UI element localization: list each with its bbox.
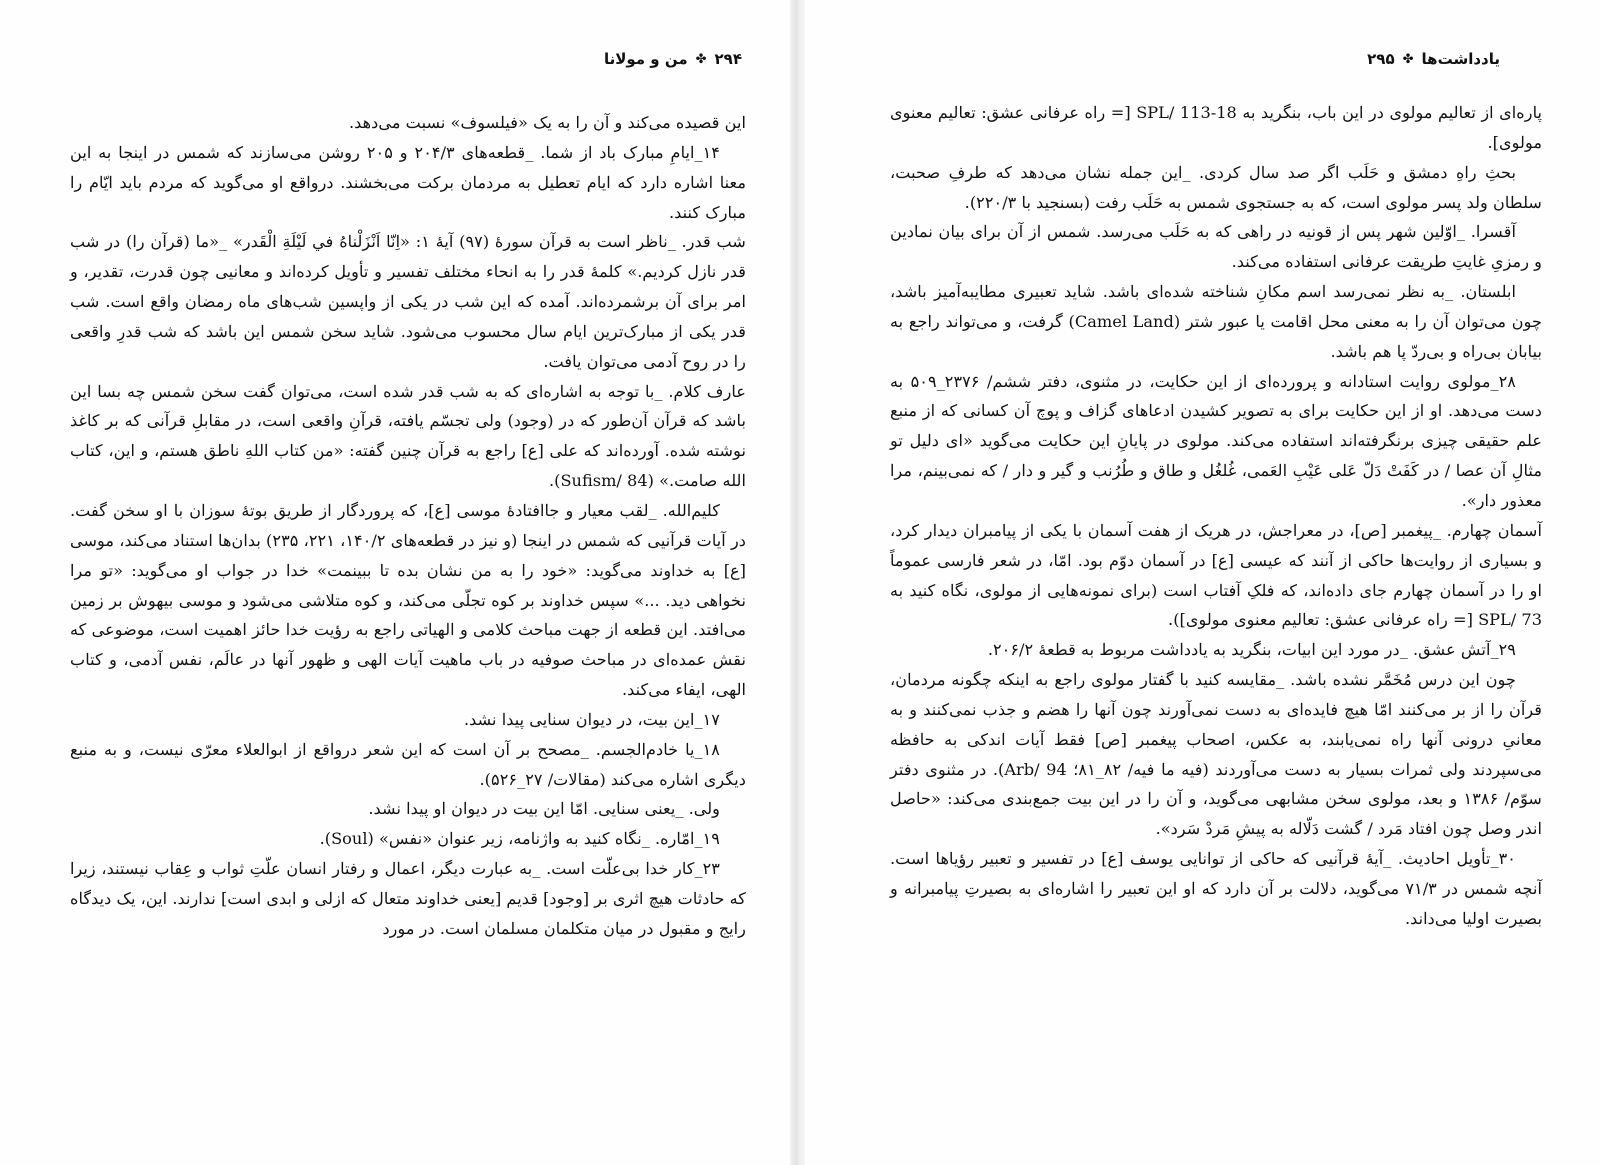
- right-page-header: [1367, 50, 1500, 68]
- left-page: [0, 0, 790, 1165]
- paragraph: پاره‌ای از تعالیم مولوی در این باب، بنگرید به SPL/ 113-18 [= راه عرفانی عشق: تعالیم معنوی مولوی].: [890, 103, 1543, 152]
- paragraph: آسمان چهارم. _پیغمبر [ص]، در معراجش، در هریک از هفت آسمان با یکی از پیامبران دیدار کرد، و بسیاری از روایت‌ها حاکی از آنند که عیسی [ع] در آسمان دوّم بود. امّا، در شعر فارسی عموماً او را در آسمان چهارم جای داده‌اند، که فلکِ آفتاب است (برای نمونه‌هایی از مولوی، نگاه کنید به SPL/ 73 [= راه عرفانی عشق: تعالیم معنوی مولوی]).: [890, 520, 1542, 630]
- paragraph: ابلستان. _به نظر نمی‌رسد اسم مکانِ شناخته شده‌ای باشد. شاید تعبیری مطایبه‌آمیز باشد، چون می‌توان آن را به معنی محل اقامت یا عبور شتر (Camel Land) گرفت، و می‌تواند راجع به بیابان بی‌راه و بی‌ردّ پا هم باشد.: [890, 282, 1542, 361]
- paragraph: ۱۹_امّاره. _نگاه کنید به واژنامه، زیر عنوان «نفس» (Soul).: [319, 829, 720, 849]
- paragraph: عارف کلام. _با توجه به اشاره‌ای که به شب قدر شده است، می‌توان گفت سخن شمس چه بسا این باشد که قرآن آن‌طور که در (وجود) ولی تجسّم یافته، قرآنِ واقعی است، در مقابلِ قرآنی که بر کاغذ نوشته شده. آورده‌اند که علی [ع] راجع به قرآن چنین گفته: «من کتاب اللهِ ناطق هستم، و این، کتاب الله صامت.» (Sufism/ 84).: [70, 381, 746, 491]
- paragraph: ولی. _یعنی سنایی. امّا این بیت در دیوان او پیدا نشد.: [368, 799, 720, 819]
- paragraph: ۳۰_تأویل احادیث. _آیهٔ قرآنیی که حاکی از توانایی یوسف [ع] در تفسیر و تعبیر رؤیاها است. آنچه شمس در ۷۱/۳ می‌گوید، دلالت بر آن دارد که او این تعبیر را اشاره‌ای به بصیرتِ پیامبرانه و بصیرت اولیا می‌داند.: [890, 849, 1542, 928]
- paragraph: ۱۷_این بیت، در دیوان سنایی پیدا نشد.: [463, 709, 720, 729]
- paragraph: آقسرا. _اوّلین شهر پس از قونیه در راهی که به حَلَب می‌رسد. شمس از آن برای بیان نمادین و رمزیِ غایتِ طریقت عرفانی استفاده می‌کند.: [890, 222, 1542, 272]
- ornament-icon: ✤: [1402, 51, 1414, 67]
- paragraph: بحثِ راهِ دمشق و حَلَب اگر صد سال کردی. _این جمله نشان می‌دهد که طرفِ صحبت، سلطان ولد پسر مولوی است، که به جستجوی شمس به حَلَب رفت (بسنجید با ۲۲۰/۳).: [890, 162, 1542, 212]
- paragraph: ۲۹_آتش عشق. _در مورد این ابیات، بنگرید به یادداشت مربوط به قطعهٔ ۲۰۶/۲.: [987, 640, 1516, 660]
- paragraph: ۲۳_کار خدا بی‌علّت است. _به عبارت دیگر، اعمال و رفتار انسان علّتِ ثواب و عِقاب نیستند، زیرا که حادثات هیچ اثری بر [وجود] قدیم [یعنی خداوند متعال که ازلی و ابدی است] ندارند. این، یک دیدگاه رایج و مقبول در میان متکلمان مسلمان است. در مورد: [70, 859, 746, 938]
- right-page: [805, 0, 1600, 1165]
- paragraph: شب قدر. _ناظر است به قرآن سورهٔ (۹۷) آیهٔ ۱: «اِنّا اَنْزَلْناهُ في لَیْلَةِ الْقَدر» _«ما (قرآن را) در شب قدر نازل کردیم.» کلمهٔ قدر را به انحاء مختلف تفسیر و تأویل کرده‌اند و معانیی چون قدرت، تقدیر، و امر برای آن برشمرده‌اند. آمده که این شب در یکی از واپسین شب‌های ماه رمضان واقع است. شب قدر یکی از مبارک‌ترین ایام سال محسوب می‌شود. شاید سخن شمس این باشد که شب قدرِ واقعی را در روح آدمی می‌توان یافت.: [70, 232, 746, 371]
- paragraph: کلیم‌الله. _لقب معیار و جاافتادهٔ موسی [ع]، که پروردگار از طریق بوتهٔ سوزان با او سخن گفت. در آیات قرآنیی که شمس در اینجا (و نیز در قطعه‌های ۱۴۰/۲، ۲۲۱، ۲۳۵) بدان‌ها استناد می‌کند، موسی [ع] به خداوند می‌گوید: «خود را به من نشان بده تا ببینمت» خدا در جواب او می‌گوید: «تو مرا نخواهی دید. ...» سپس خداوند بر کوه تجلّی می‌کند، و کوه متلاشی می‌شود و موسی بیهوش بر زمین می‌افتد. این قطعه از جهت مباحث کلامی و الهیاتی راجع به رؤیت خدا حائز اهمیت است، موضوعی که نقش عمده‌ای در مباحث صوفیه در باب ماهیت آیات الهی و ظهور آنها در عالَم، نفس آدمی، و کتاب الهی، ایفاء می‌کند.: [70, 500, 746, 700]
- paragraph: این قصیده می‌کند و آن را به یک «فیلسوف» نسبت می‌دهد.: [348, 113, 746, 132]
- left-page-header: [604, 50, 742, 68]
- paragraph: ۱۸_یا خادم‌الجسم. _مصحح بر آن است که این شعر درواقع از ابوالعلاء معرّی نیست، و به منبع دیگری اشاره می‌کند (مقالات/ ۲۷_۵۲۶).: [70, 739, 746, 789]
- paragraph: چون این درس مُخَمَّر نشده باشد. _مقایسه کنید با گفتار مولوی راجع به اینکه چگونه مردمان، قرآن را از بر می‌کنند امّا هیچ فایده‌ای به دست نمی‌آورند چون آنها را هضم و جذب نمی‌کنند و به معانیِ درونی آنها راه نمی‌یابند، به عکس، اصحاب پیغمبر [ص] فقط آیات اندکی به حافظه می‌سپردند ولی ثمرات بسیار به دست می‌آوردند (فیه ما فیه/ ۸۲_۸۱؛ Arb/ 94). در مثنوی دفتر سوّم/ ۱۳۸۶ و بعد، مولوی سخن مشابهی می‌گوید، و آن را در این بیت جمع‌بندی می‌کند: «حاصل اندر وصل چون افتاد مَرد / گشت دَلّاله به پیشِ مَردْ سَرد».: [890, 670, 1542, 839]
- running-title: من و مولانا: [603, 50, 688, 68]
- running-title: یادداشت‌ها: [1421, 50, 1500, 68]
- paragraph: ۱۴_ایامِ مبارک باد از شما. _قطعه‌های ۲۰۴/۳ و ۲۰۵ روشن می‌سازند که شمس در اینجا به این معنا اشاره دارد که ایام تعطیل به مردمان برکت می‌بخشند. درواقع او می‌گوید که مردم باید ایّام را مبارک کنند.: [70, 142, 746, 222]
- left-page-body: [70, 108, 746, 944]
- paragraph: ۲۸_مولوی روایت استادانه و پرورده‌ای از این حکایت، در مثنوی، دفتر ششم/ ۲۳۷۶_۵۰۹ به دست می‌دهد. او از این حکایت برای به تصویر کشیدن ادعاهای گزاف و پوچ آن کسانی که از منبع علم حقیقی چیزی برنگرفته‌اند استفاده می‌کند. مولوی در پایانِ این حکایت می‌گوید «ای دلیل تو مثالِ آن عصا / در کَفَتْ دَلّ عَلی عَیْبِ العَمی، غُلغُل و طاق و طُرُنب و گیر و دار / که نمی‌بینم، مرا معذور دار».: [890, 371, 1542, 510]
- book-gutter: [790, 0, 805, 1165]
- ornament-icon: ✤: [695, 51, 707, 67]
- page-number: ۲۹۵: [1367, 50, 1395, 68]
- page-number: ۲۹۴: [714, 50, 742, 68]
- right-page-body: [890, 98, 1542, 934]
